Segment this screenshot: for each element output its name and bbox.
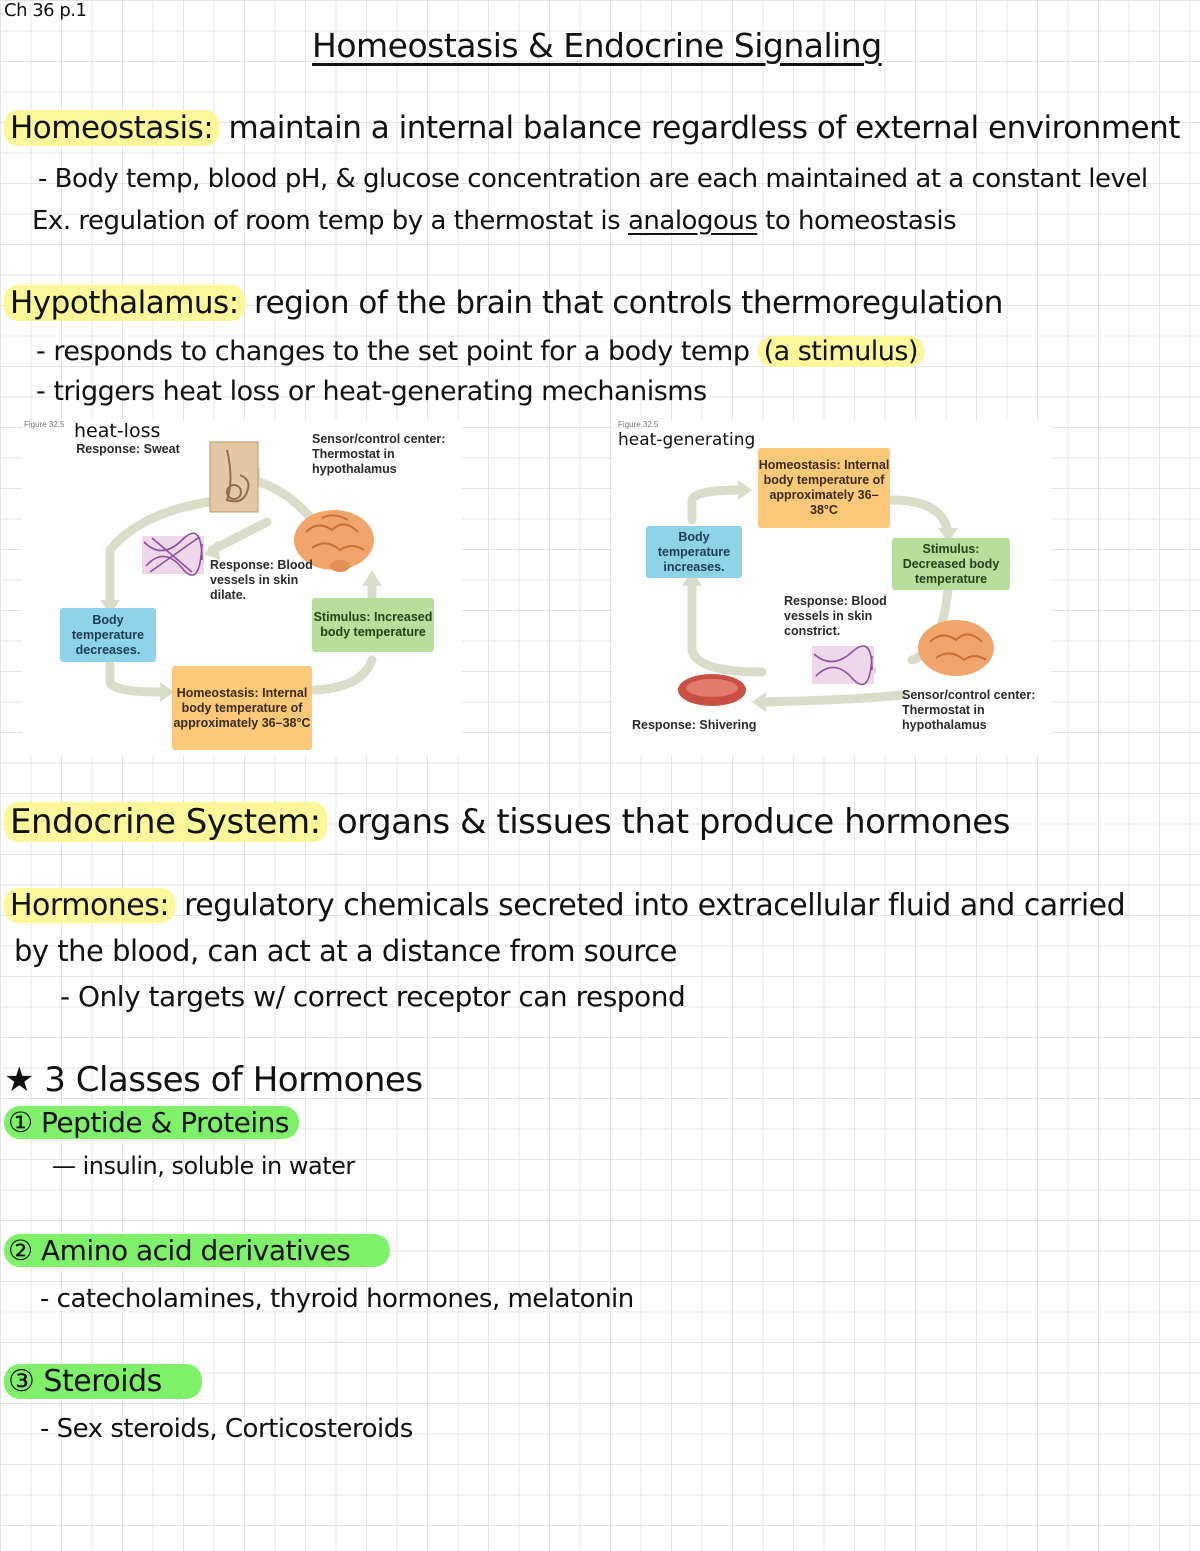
class-2-term: ② Amino acid derivatives: [4, 1234, 390, 1267]
class-1-label: [4, 1106, 299, 1139]
stimulus-box: Stimulus: Decreased body temperature: [892, 538, 1010, 590]
class-1-term: ① Peptide & Proteins: [4, 1106, 299, 1139]
hypothalamus-definition: region of the brain that controls thermoregulation: [254, 285, 1003, 321]
response-vessels-label: Response: Blood vessels in skin constrict.: [784, 594, 887, 638]
homeostasis-definition: maintain a internal balance regardless of external environment: [228, 110, 1180, 146]
endocrine-line: [4, 802, 1010, 842]
hormones-bullet: - Only targets w/ correct receptor can respond: [60, 980, 686, 1013]
class-2-label: [4, 1234, 390, 1267]
class-3-term: ③ Steroids: [4, 1364, 202, 1399]
hormones-line: [4, 888, 1125, 923]
homeostasis-term: Homeostasis:: [4, 110, 219, 146]
heat-loss-diagram: [22, 420, 462, 755]
body-temp-box: Body temperature increases.: [646, 526, 742, 578]
hypothalamus-bullet-1: [36, 336, 924, 367]
body-temp-box: Body temperature decreases.: [60, 608, 156, 662]
classes-heading: ★ 3 Classes of Hormones: [4, 1060, 423, 1100]
example-pre: Ex. regulation of room temp by a thermostat is: [32, 206, 621, 236]
response-shivering-label: Response: Shivering: [632, 718, 757, 732]
response-sweat-label: Response: Sweat: [76, 442, 180, 456]
page-title: Homeostasis & Endocrine Signaling: [312, 26, 882, 65]
heat-loss-label: heat-loss: [74, 420, 161, 442]
homeostasis-box: Homeostasis: Internal body temperature of approximately 36–38°C: [758, 448, 890, 528]
homeostasis-example: [32, 206, 956, 236]
endocrine-term: Endocrine System:: [4, 802, 327, 842]
sensor-control-label: Sensor/control center: Thermostat in hypothalamus: [312, 432, 446, 476]
homeostasis-bullet: - Body temp, blood pH, & glucose concentration are each maintained at a constant level: [38, 164, 1148, 194]
homeostasis-line: [4, 110, 1180, 146]
figure-tag: Figure 32.5: [618, 420, 659, 429]
sensor-control-label: Sensor/control center: Thermostat in hypothalamus: [902, 688, 1036, 732]
endocrine-definition: organs & tissues that produce hormones: [336, 802, 1010, 842]
homeostasis-box: Homeostasis: Internal body temperature of approximately 36–38°C: [172, 666, 312, 750]
class-3-label: [4, 1364, 202, 1399]
hormones-definition-2: by the blood, can act at a distance from source: [14, 934, 677, 968]
hypothalamus-bullet-2: - triggers heat loss or heat-generating mechanisms: [36, 376, 707, 407]
class-2-detail: - catecholamines, thyroid hormones, melatonin: [40, 1284, 634, 1314]
heat-generating-label: heat-generating: [618, 430, 756, 450]
hormones-definition-1: regulatory chemicals secreted into extracellular fluid and carried: [184, 888, 1126, 923]
stimulus-box: Stimulus: Increased body temperature: [312, 598, 434, 652]
page-corner-note: Ch 36 p.1: [4, 0, 87, 21]
class-1-detail: — insulin, soluble in water: [52, 1152, 355, 1180]
hypothalamus-term: Hypothalamus:: [4, 285, 245, 321]
example-post: to homeostasis: [765, 206, 957, 236]
response-vessels-label: Response: Blood vessels in skin dilate.: [210, 558, 313, 602]
bullet1-highlight: (a stimulus): [758, 336, 924, 367]
hypothalamus-line: [4, 285, 1003, 321]
heat-generating-diagram: [612, 420, 1052, 755]
hormones-term: Hormones:: [4, 888, 175, 923]
figure-tag: Figure 32.5: [24, 420, 65, 429]
example-key-term: analogous: [627, 206, 758, 236]
bullet1-text: - responds to changes to the set point for a body temp: [36, 336, 750, 367]
class-3-detail: - Sex steroids, Corticosteroids: [40, 1414, 413, 1444]
